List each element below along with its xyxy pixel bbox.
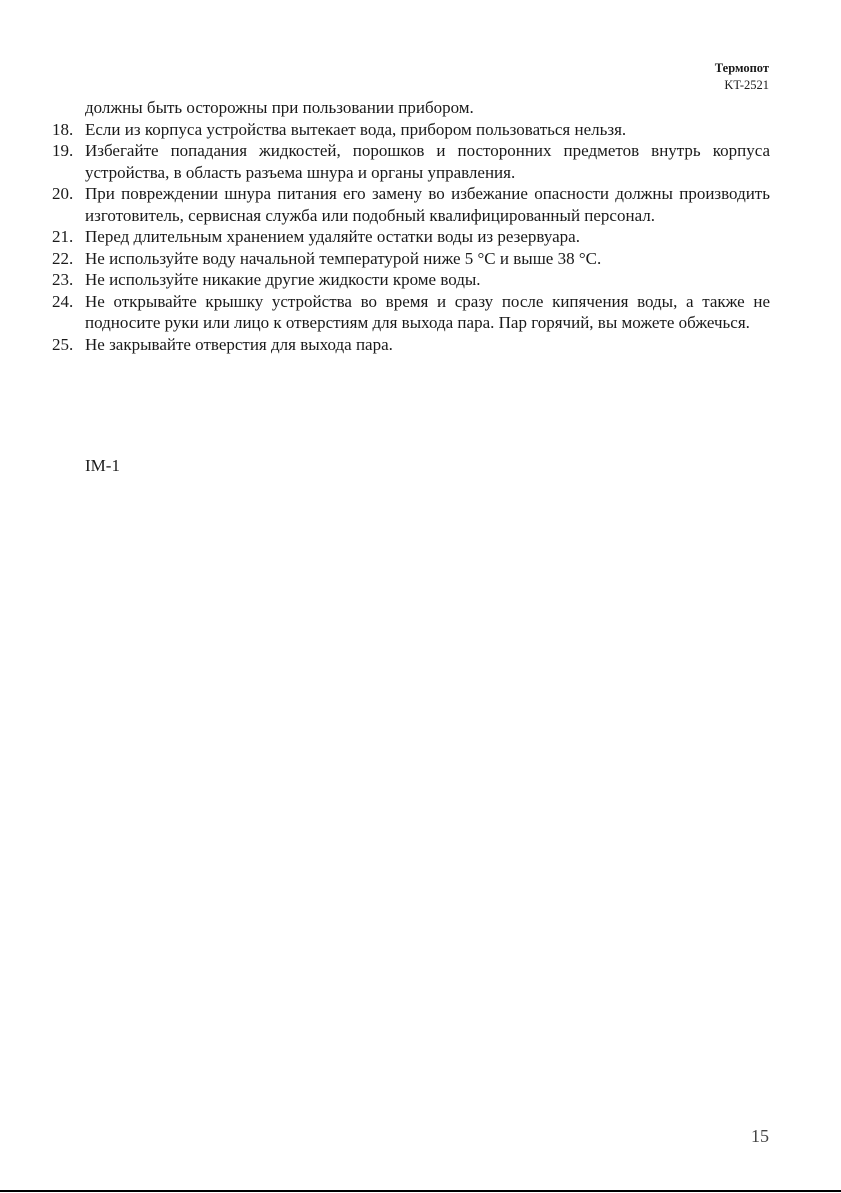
list-item xyxy=(52,269,770,291)
product-name: Термопот xyxy=(714,61,769,75)
item-text: Избегайте попадания жидкостей, порошков и посторонних предметов внутрь корпуса устройства, в область разъема шнура и органы управления. xyxy=(85,141,770,182)
item-number: 21. xyxy=(52,227,74,246)
item-text: Если из корпуса устройства вытекает вода, прибором пользоваться нельзя. xyxy=(85,119,627,139)
instruction-list xyxy=(52,119,770,356)
item-number: 23. xyxy=(52,270,74,289)
item-text: Не открывайте крышку устройства во время и сразу после кипячения воды, а также не подносите руки или лицо к отверстиям для выхода пара. Пар горячий, вы можете обжечься. xyxy=(85,291,770,332)
manual-code: IM-1 xyxy=(85,456,120,475)
continuation-text: должны быть осторожны при пользовании прибором. xyxy=(85,98,474,117)
list-item xyxy=(52,248,770,270)
item-text: Не используйте воду начальной температурой ниже 5 °С и выше 38 °С. xyxy=(85,248,602,268)
list-item xyxy=(52,291,770,334)
item-text: Не закрывайте отверстия для выхода пара. xyxy=(85,334,393,354)
list-item xyxy=(52,140,770,183)
list-item xyxy=(52,334,770,356)
model-number: KT-2521 xyxy=(724,78,769,92)
item-number: 22. xyxy=(52,248,74,268)
list-item xyxy=(52,226,770,248)
page-header xyxy=(715,60,769,94)
list-item xyxy=(52,119,770,141)
item-number: 25. xyxy=(52,334,74,354)
item-number: 19. xyxy=(52,141,74,160)
item-text: При повреждении шнура питания его замену во избежание опасности должны производить изготовитель, сервисная служба или подобный квалифицированный персонал. xyxy=(85,184,770,225)
list-item xyxy=(52,183,770,226)
item-text: Не используйте никакие другие жидкости кроме воды. xyxy=(85,270,481,289)
document-body xyxy=(52,97,770,355)
item-number: 18. xyxy=(52,119,74,139)
item-number: 24. xyxy=(52,291,74,311)
bottom-rule xyxy=(0,1190,841,1192)
item-text: Перед длительным хранением удаляйте остатки воды из резервуара. xyxy=(85,227,580,246)
page-number: 15 xyxy=(751,1126,769,1146)
item-number: 20. xyxy=(52,184,74,203)
